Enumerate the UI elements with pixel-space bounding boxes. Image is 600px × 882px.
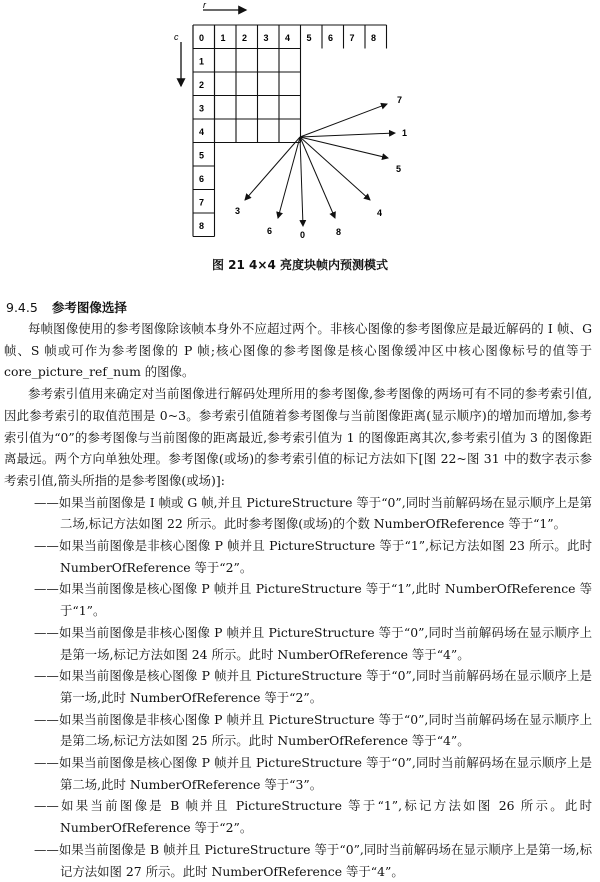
section-body: [0, 318, 600, 882]
direction-label: 1: [402, 128, 408, 138]
prediction-direction-arrow: [300, 104, 387, 137]
grid-header-row: 7: [199, 197, 205, 208]
grid-header-row: 8: [199, 221, 205, 231]
grid-header-row: 2: [199, 80, 205, 90]
grid-header-row: 4: [199, 127, 205, 137]
direction-label: 4: [377, 208, 383, 218]
figure-caption: 图 21 4×4 亮度块帧内预测模式: [212, 258, 388, 272]
list-item: ——如果当前图像是核心图像 P 帧并且 PictureStructure 等于“0”,同时当前解码场在显示顺序上是第二场,此时 NumberOfReference 等于“3”。: [34, 755, 592, 792]
list-item: ——如果当前图像是核心图像 P 帧并且 PictureStructure 等于“1”,此时 NumberOfReference 等于“1”。: [34, 581, 592, 619]
grid-header-col: 0: [199, 33, 205, 43]
grid-header-col: 5: [306, 33, 312, 43]
list-item: ——如果当前图像是 B 帧并且 PictureStructure 等于“0”,同时当前解码场在显示顺序上是第一场,标记方法如图 27 所示。此时 NumberOfReference 等于“4”。: [34, 841, 592, 879]
list-item: ——如果当前图像是非核心图像 P 帧并且 PictureStructure 等于“1”,标记方法如图 23 所示。此时 NumberOfReference 等于“2”。: [34, 538, 592, 575]
grid-header-col: 7: [349, 33, 355, 43]
direction-label: 6: [267, 226, 273, 236]
grid-header-row: 6: [199, 174, 205, 184]
grid-header-row: 5: [199, 150, 205, 161]
grid-header-col: 8: [371, 33, 377, 43]
prediction-direction-arrow: [300, 137, 388, 158]
grid-header-row: 1: [199, 56, 205, 67]
list-item: ——如果当前图像是非核心图像 P 帧并且 PictureStructure 等于“0”,同时当前解码场在显示顺序上是第二场,标记方法如图 25 所示。此时 NumberOfReference 等于“4”。: [34, 711, 592, 749]
prediction-direction-arrow: [300, 137, 303, 226]
paragraph: 每帧图像使用的参考图像除该帧本身外不应超过两个。非核心图像的参考图像应是最近解码的 I 帧、G 帧、S 帧或可作为参考图像的 P 帧;核心图像的参考图像是核心图像缓冲区中核心图像标号的值等于 core_picture_ref_num 的图像。: [4, 321, 592, 380]
grid-header-col: 6: [328, 33, 334, 43]
section-heading: [6, 298, 127, 316]
direction-label: 0: [300, 230, 306, 240]
list-item: ——如果当前图像是 B 帧并且 PictureStructure 等于“1”,标记方法如图 26 所示。此时 NumberOfReference 等于“2”。: [34, 798, 592, 836]
r-axis-label: r: [203, 0, 206, 10]
direction-label: 8: [336, 227, 342, 237]
grid-header-row: 3: [199, 103, 205, 114]
list-item: ——如果当前图像是 I 帧或 G 帧,并且 PictureStructure 等于“0”,同时当前解码场在显示顺序上是第二场,标记方法如图 22 所示。此时参考图像(或场)的个数 NumberOfReference 等于“1”。: [34, 494, 592, 532]
list-item: ——如果当前图像是非核心图像 P 帧并且 PictureStructure 等于“0”,同时当前解码场在显示顺序上是第一场,标记方法如图 24 所示。此时 NumberOfReference 等于“4”。: [34, 624, 592, 662]
grid-header-col: 2: [242, 33, 248, 43]
c-axis-label: c: [174, 32, 179, 42]
direction-label: 5: [396, 164, 402, 174]
grid-header-col: 4: [285, 33, 291, 43]
direction-label: 7: [397, 95, 403, 105]
prediction-direction-arrow: [300, 137, 335, 218]
grid-header-col: 3: [263, 33, 269, 43]
prediction-direction-arrow: [300, 133, 395, 137]
intra-prediction-figure: [0, 0, 600, 250]
direction-label: 3: [235, 206, 241, 216]
grid-header-col: 1: [220, 33, 226, 43]
list-item: ——如果当前图像是核心图像 P 帧并且 PictureStructure 等于“0”,同时当前解码场在显示顺序上是第一场,此时 NumberOfReference 等于“2”。: [34, 668, 592, 705]
section-title: 参考图像选择: [51, 300, 127, 315]
section-number: 9.4.5: [6, 300, 38, 315]
prediction-direction-arrow: [300, 137, 370, 200]
paragraph: 参考索引值用来确定对当前图像进行解码处理所用的参考图像,参考图像的两场可有不同的参考索引值,因此参考索引的取值范围是 0~3。参考索引值随着参考图像与当前图像距离(显示顺序)的增加而增加,参考索引值为“0”的参考图像与当前图像的距离最近,参考索引值为 1 的图像距离其次,参考索引值为 3 的图像距离最远。两个方向单独处理。参考图像(或场)的参考索引值的标记方法如下[图 22~图 31 中的数字表示参考索引值,箭头所指的是参考图像(或场)]:: [4, 386, 592, 488]
